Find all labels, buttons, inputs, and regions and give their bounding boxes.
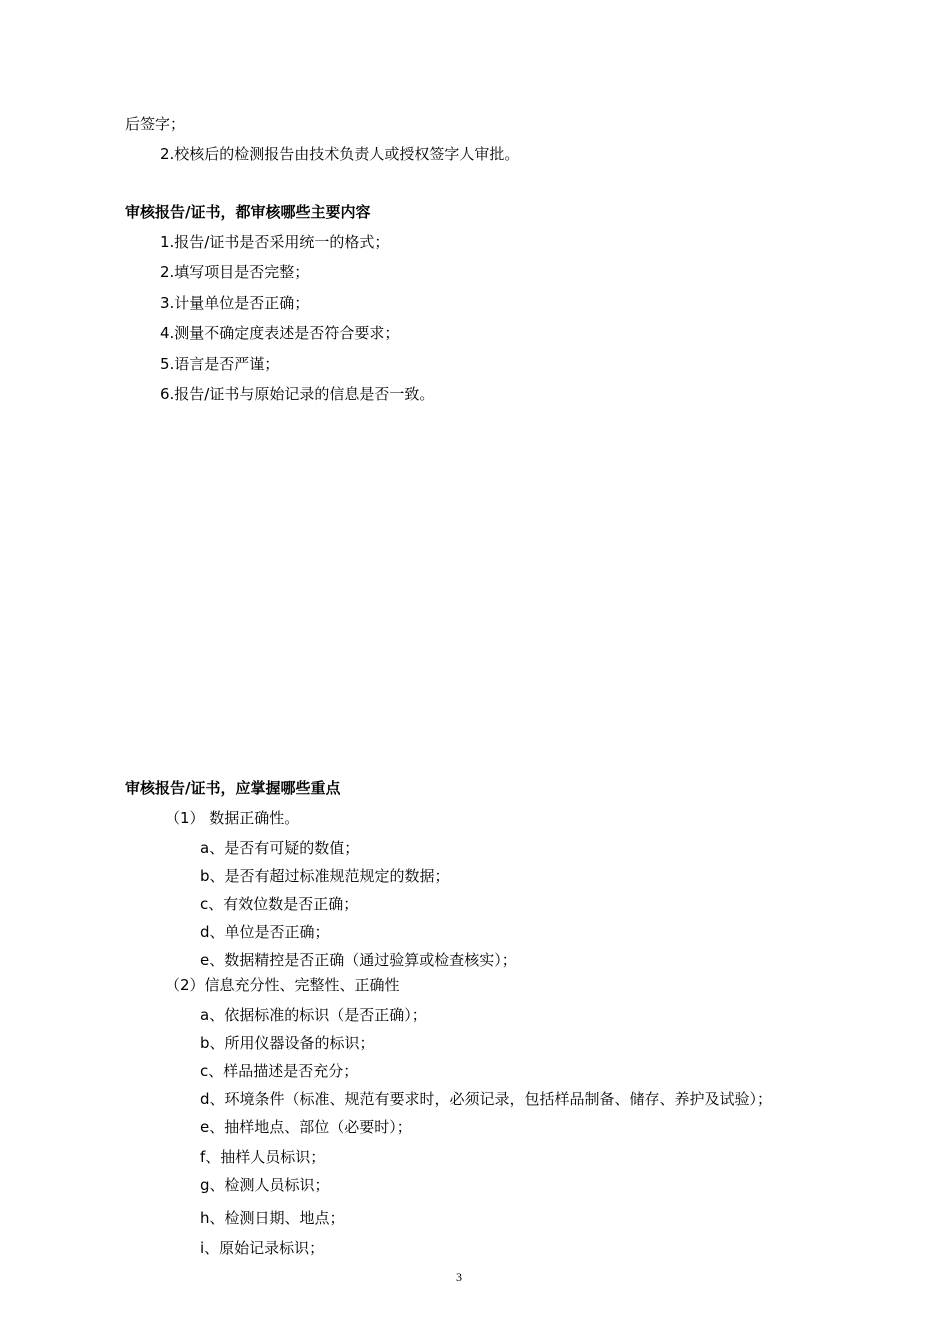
group2-item: i、原始记录标识； (200, 1239, 325, 1257)
section1-item: 5.语言是否严谨； (160, 355, 280, 373)
section1-item: 2.填写项目是否完整； (160, 263, 310, 281)
group1-title: （1） 数据正确性。 (165, 809, 300, 827)
group1-item: d、单位是否正确； (200, 923, 330, 941)
group1-item: a、是否有可疑的数值； (200, 839, 360, 857)
group2-item: g、检测人员标识； (200, 1176, 330, 1194)
group1-item: b、是否有超过标准规范规定的数据； (200, 867, 450, 885)
section1-item: 4.测量不确定度表述是否符合要求； (160, 324, 400, 342)
group2-item: e、抽样地点、部位（必要时）； (200, 1118, 412, 1136)
intro-line-1: 后签字； (125, 115, 186, 133)
section1-item: 1.报告/证书是否采用统一的格式； (160, 233, 390, 251)
group1-item: c、有效位数是否正确； (200, 895, 359, 913)
group2-item: d、环境条件（标准、规范有要求时，必须记录，包括样品制备、储存、养护及试验）； (200, 1090, 773, 1108)
intro-line-2: 2.校核后的检测报告由技术负责人或授权签字人审批。 (160, 145, 520, 163)
page-number: 3 (456, 1270, 462, 1284)
group2-item: b、所用仪器设备的标识； (200, 1034, 375, 1052)
section1-item: 6.报告/证书与原始记录的信息是否一致。 (160, 385, 435, 403)
group1-item: e、数据精控是否正确（通过验算或检查核实）； (200, 951, 517, 969)
section1-item: 3.计量单位是否正确； (160, 294, 310, 312)
group2-item: c、样品描述是否充分； (200, 1062, 359, 1080)
section1-heading: 审核报告/证书，都审核哪些主要内容 (125, 203, 371, 221)
group2-item: f、抽样人员标识； (200, 1148, 326, 1166)
section2-heading: 审核报告/证书，应掌握哪些重点 (125, 779, 341, 797)
group2-title: （2）信息充分性、完整性、正确性 (165, 976, 400, 994)
group2-item: h、检测日期、地点； (200, 1209, 345, 1227)
group2-item: a、依据标准的标识（是否正确）； (200, 1006, 427, 1024)
